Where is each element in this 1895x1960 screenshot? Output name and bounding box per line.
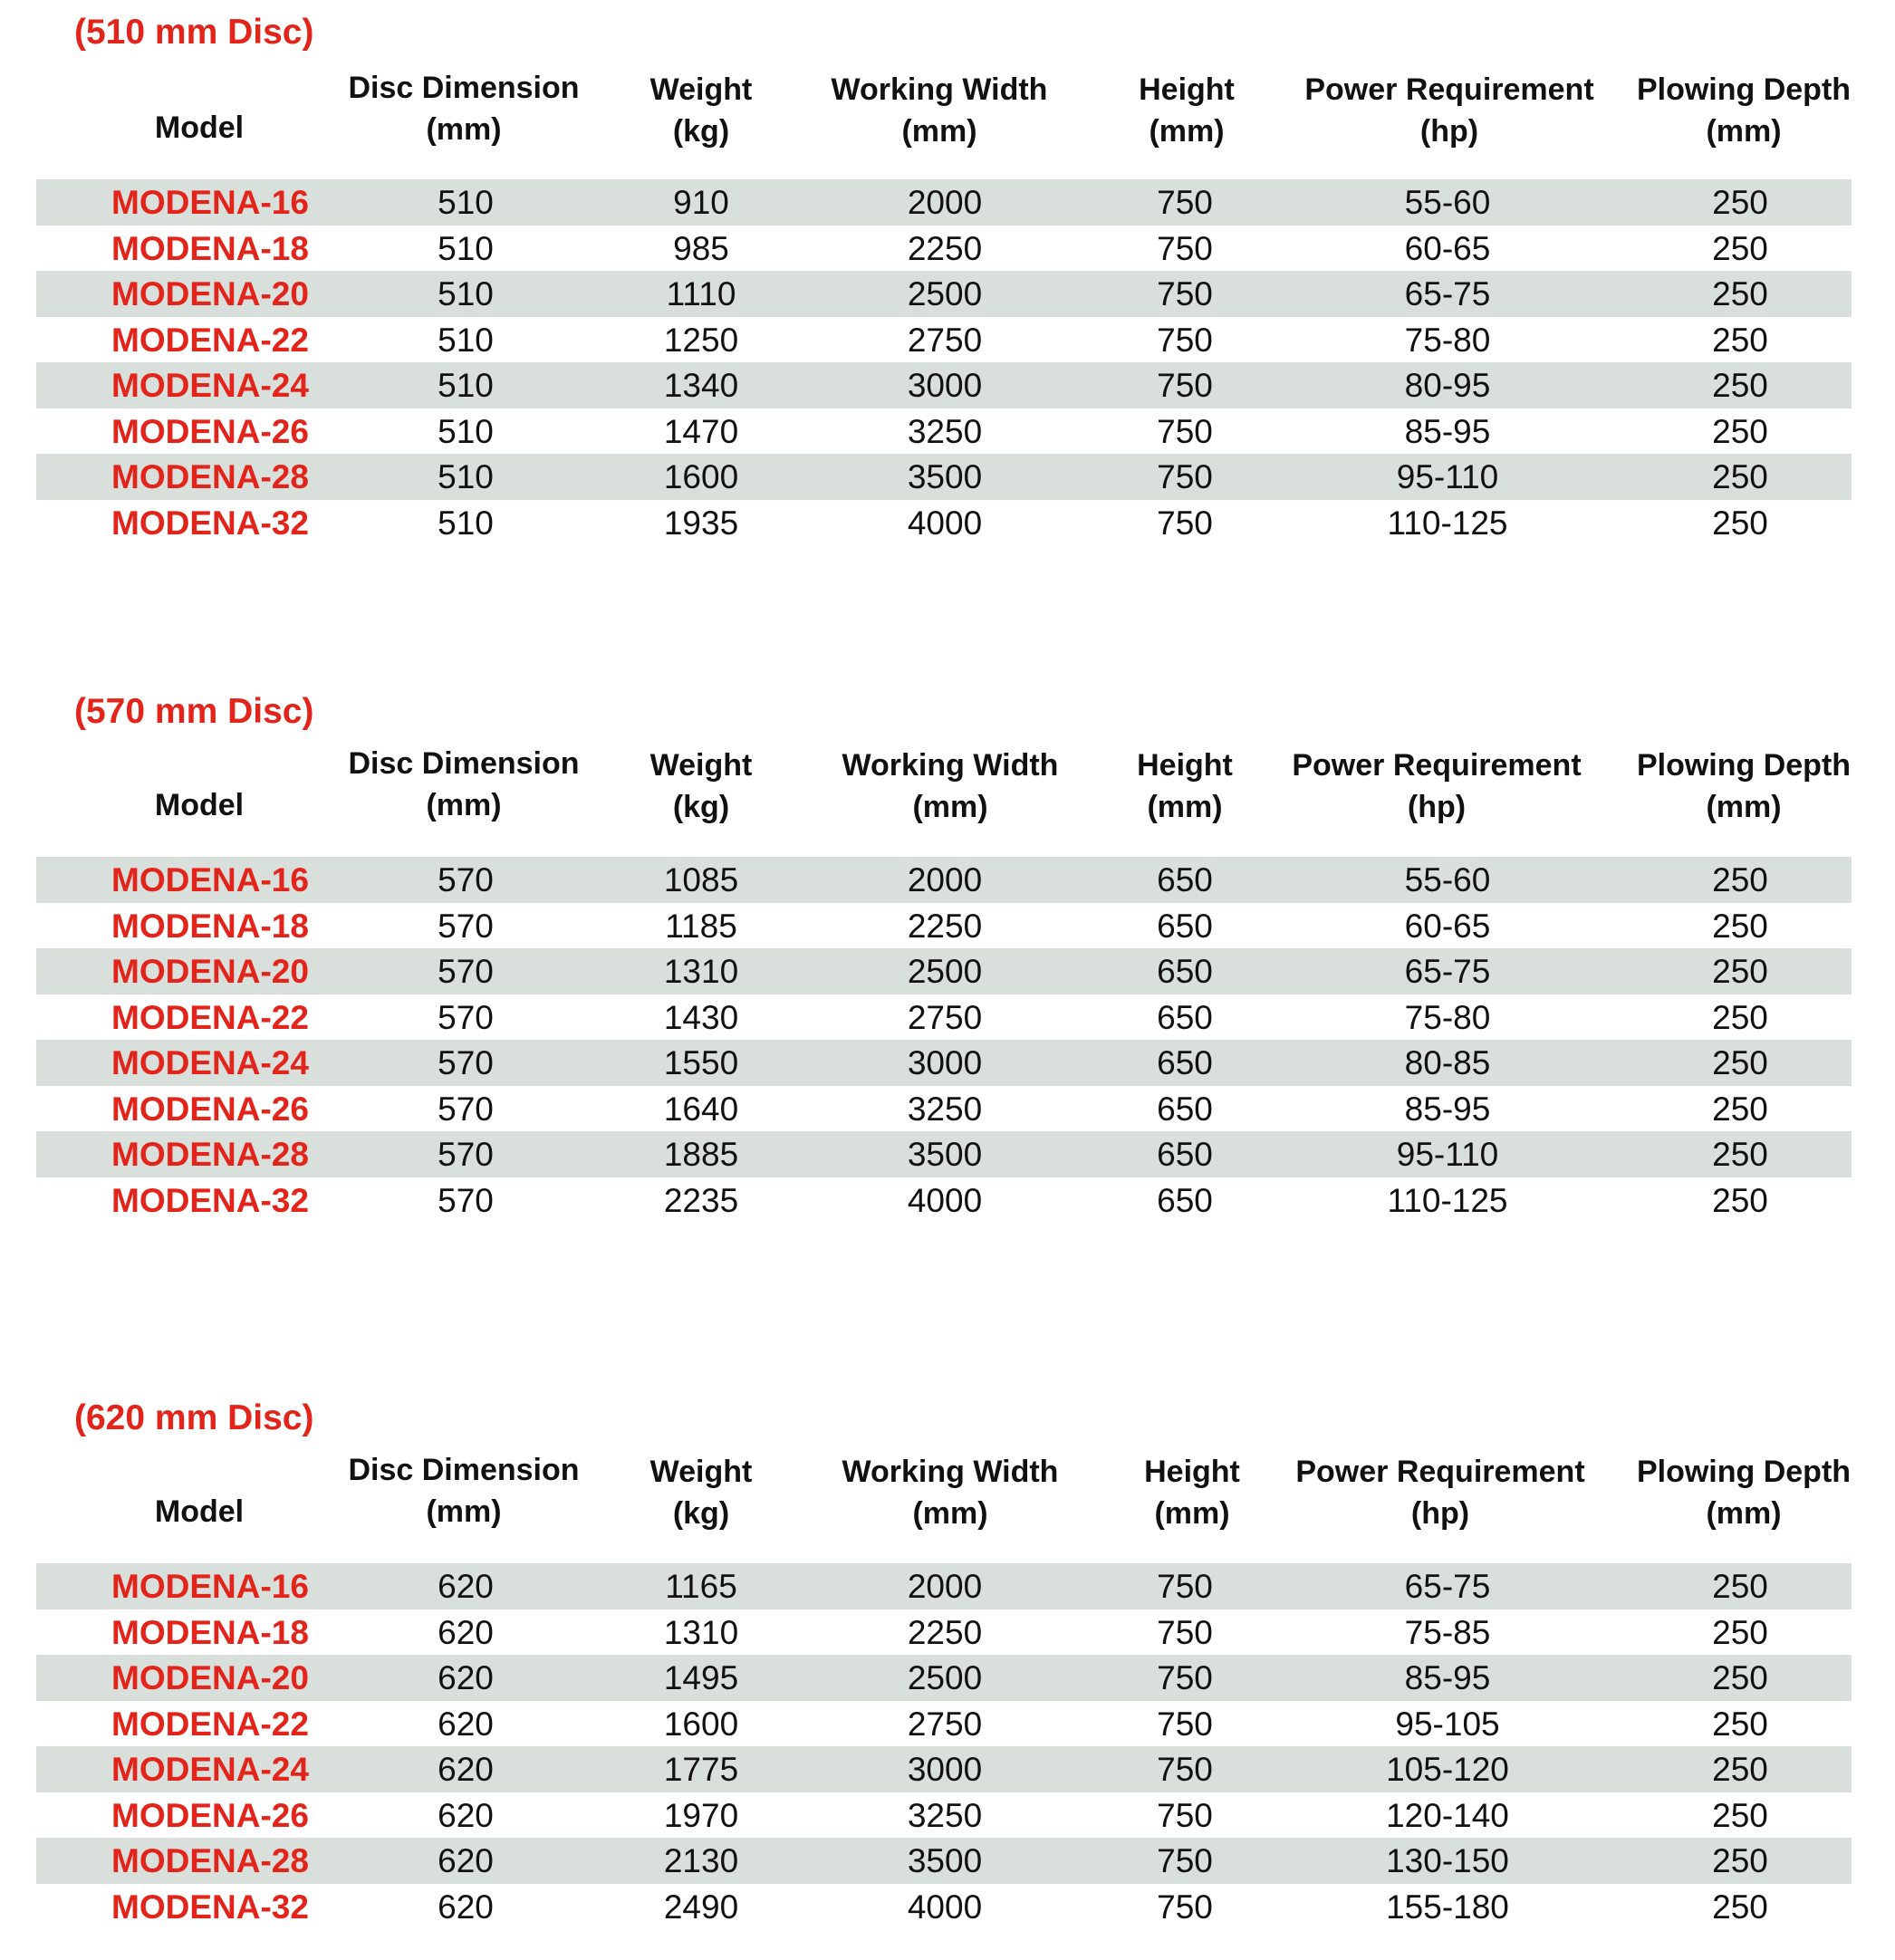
cell-working-width: 2000 bbox=[907, 861, 983, 898]
cell-disc-dimension: 570 bbox=[438, 861, 494, 898]
cell-weight: 1310 bbox=[663, 953, 739, 990]
cell-power-requirement: 55-60 bbox=[1404, 861, 1491, 898]
cell-model: MODENA-32 bbox=[111, 1888, 309, 1926]
cell-power-requirement: 60-65 bbox=[1404, 229, 1491, 267]
cell-height: 650 bbox=[1157, 1136, 1213, 1173]
cell-power-requirement: 95-105 bbox=[1395, 1705, 1500, 1743]
cell-plowing-depth: 250 bbox=[1712, 1659, 1768, 1696]
cell-disc-dimension: 570 bbox=[438, 1181, 494, 1219]
cell-power-requirement: 130-150 bbox=[1386, 1842, 1509, 1879]
cell-disc-dimension: 510 bbox=[438, 504, 494, 542]
cell-plowing-depth: 250 bbox=[1712, 184, 1768, 221]
header-weight: Weight (kg) bbox=[649, 748, 753, 824]
cell-working-width: 4000 bbox=[907, 1888, 983, 1926]
cell-height: 750 bbox=[1157, 504, 1213, 542]
cell-plowing-depth: 250 bbox=[1712, 1568, 1768, 1605]
cell-power-requirement: 65-75 bbox=[1404, 953, 1491, 990]
cell-weight: 1185 bbox=[665, 907, 737, 945]
cell-weight: 2490 bbox=[663, 1888, 739, 1926]
cell-plowing-depth: 250 bbox=[1712, 907, 1768, 945]
cell-height: 750 bbox=[1157, 1796, 1213, 1834]
header-height: Height (mm) bbox=[1139, 72, 1235, 149]
cell-weight: 910 bbox=[673, 184, 729, 221]
cell-weight: 1640 bbox=[663, 1090, 739, 1128]
cell-plowing-depth: 250 bbox=[1712, 321, 1768, 359]
table-row bbox=[36, 994, 1852, 1041]
cell-plowing-depth: 250 bbox=[1712, 458, 1768, 495]
cell-weight: 1430 bbox=[663, 998, 739, 1036]
cell-plowing-depth: 250 bbox=[1712, 1705, 1768, 1743]
cell-height: 750 bbox=[1157, 367, 1213, 404]
cell-plowing-depth: 250 bbox=[1712, 412, 1768, 450]
table-row bbox=[36, 1792, 1852, 1839]
cell-plowing-depth: 250 bbox=[1712, 1090, 1768, 1128]
cell-height: 750 bbox=[1157, 275, 1213, 312]
cell-power-requirement: 75-80 bbox=[1404, 998, 1491, 1036]
header-disc-dimension: Disc Dimension (mm) bbox=[348, 1453, 580, 1529]
cell-model: MODENA-28 bbox=[111, 1136, 309, 1173]
cell-height: 650 bbox=[1157, 953, 1213, 990]
cell-model: MODENA-24 bbox=[111, 1044, 309, 1081]
cell-plowing-depth: 250 bbox=[1712, 504, 1768, 542]
cell-disc-dimension: 620 bbox=[438, 1842, 494, 1879]
cell-model: MODENA-28 bbox=[111, 458, 309, 495]
cell-working-width: 2500 bbox=[907, 1659, 983, 1696]
header-model: Model bbox=[154, 1494, 245, 1529]
cell-height: 750 bbox=[1157, 1751, 1213, 1788]
cell-weight: 2235 bbox=[663, 1181, 739, 1219]
table-body bbox=[36, 1563, 1852, 1929]
cell-plowing-depth: 250 bbox=[1712, 275, 1768, 312]
table-row bbox=[36, 903, 1852, 949]
table-row bbox=[36, 271, 1852, 317]
cell-model: MODENA-22 bbox=[111, 1705, 309, 1743]
cell-working-width: 2500 bbox=[907, 953, 983, 990]
cell-power-requirement: 110-125 bbox=[1387, 1181, 1508, 1219]
cell-disc-dimension: 570 bbox=[438, 953, 494, 990]
cell-power-requirement: 155-180 bbox=[1386, 1888, 1509, 1926]
cell-power-requirement: 95-110 bbox=[1396, 1136, 1499, 1173]
cell-model: MODENA-18 bbox=[111, 907, 309, 945]
table-row bbox=[36, 1655, 1852, 1701]
cell-power-requirement: 75-85 bbox=[1404, 1613, 1491, 1651]
cell-model: MODENA-32 bbox=[111, 1181, 309, 1219]
cell-plowing-depth: 250 bbox=[1712, 1613, 1768, 1651]
cell-weight: 1250 bbox=[663, 321, 739, 359]
table-row bbox=[36, 1746, 1852, 1792]
cell-plowing-depth: 250 bbox=[1712, 998, 1768, 1036]
header-disc-dimension: Disc Dimension (mm) bbox=[348, 71, 580, 147]
cell-disc-dimension: 570 bbox=[438, 1090, 494, 1128]
cell-height: 650 bbox=[1157, 998, 1213, 1036]
cell-model: MODENA-16 bbox=[111, 1568, 309, 1605]
cell-plowing-depth: 250 bbox=[1712, 953, 1768, 990]
cell-height: 650 bbox=[1157, 1090, 1213, 1128]
cell-power-requirement: 95-110 bbox=[1396, 458, 1499, 495]
table-row bbox=[36, 317, 1852, 363]
cell-power-requirement: 60-65 bbox=[1404, 907, 1491, 945]
cell-disc-dimension: 570 bbox=[438, 1044, 494, 1081]
cell-model: MODENA-28 bbox=[111, 1842, 309, 1879]
cell-weight: 1885 bbox=[663, 1136, 739, 1173]
header-plowing-depth: Plowing Depth (mm) bbox=[1636, 1455, 1852, 1531]
header-height: Height (mm) bbox=[1144, 1455, 1240, 1531]
cell-model: MODENA-24 bbox=[111, 367, 309, 404]
cell-height: 750 bbox=[1157, 321, 1213, 359]
cell-working-width: 2750 bbox=[907, 1705, 983, 1743]
cell-weight: 1110 bbox=[666, 275, 736, 312]
cell-weight: 1165 bbox=[665, 1568, 737, 1605]
cell-disc-dimension: 620 bbox=[438, 1888, 494, 1926]
cell-power-requirement: 80-85 bbox=[1404, 1044, 1491, 1081]
cell-working-width: 3250 bbox=[907, 1796, 983, 1834]
cell-model: MODENA-18 bbox=[111, 229, 309, 267]
cell-working-width: 3250 bbox=[907, 412, 983, 450]
cell-model: MODENA-22 bbox=[111, 321, 309, 359]
cell-height: 750 bbox=[1157, 412, 1213, 450]
cell-disc-dimension: 620 bbox=[438, 1659, 494, 1696]
cell-disc-dimension: 620 bbox=[438, 1568, 494, 1605]
cell-height: 750 bbox=[1157, 184, 1213, 221]
cell-working-width: 3250 bbox=[907, 1090, 983, 1128]
cell-working-width: 2250 bbox=[907, 1613, 983, 1651]
cell-weight: 2130 bbox=[663, 1842, 739, 1879]
cell-power-requirement: 85-95 bbox=[1404, 1090, 1491, 1128]
cell-power-requirement: 120-140 bbox=[1386, 1796, 1509, 1834]
section-title: (510 mm Disc) bbox=[74, 13, 314, 52]
cell-disc-dimension: 570 bbox=[438, 907, 494, 945]
cell-disc-dimension: 570 bbox=[438, 1136, 494, 1173]
cell-weight: 1935 bbox=[663, 504, 739, 542]
cell-model: MODENA-26 bbox=[111, 1796, 309, 1834]
header-working-width: Working Width (mm) bbox=[831, 72, 1048, 149]
cell-power-requirement: 65-75 bbox=[1404, 1568, 1491, 1605]
cell-height: 650 bbox=[1157, 1181, 1213, 1219]
cell-weight: 1495 bbox=[663, 1659, 739, 1696]
header-height: Height (mm) bbox=[1137, 748, 1233, 824]
cell-weight: 1310 bbox=[663, 1613, 739, 1651]
cell-working-width: 2500 bbox=[907, 275, 983, 312]
cell-working-width: 2000 bbox=[907, 184, 983, 221]
cell-weight: 1470 bbox=[663, 412, 739, 450]
cell-weight: 985 bbox=[673, 229, 729, 267]
cell-model: MODENA-16 bbox=[111, 861, 309, 898]
table-row bbox=[36, 1884, 1852, 1930]
cell-disc-dimension: 510 bbox=[438, 458, 494, 495]
table-row bbox=[36, 1563, 1852, 1609]
table-row bbox=[36, 1838, 1852, 1884]
cell-working-width: 3000 bbox=[907, 1044, 983, 1081]
cell-disc-dimension: 510 bbox=[438, 321, 494, 359]
cell-working-width: 2750 bbox=[907, 321, 983, 359]
cell-disc-dimension: 510 bbox=[438, 229, 494, 267]
table-row bbox=[36, 857, 1852, 903]
cell-model: MODENA-24 bbox=[111, 1751, 309, 1788]
cell-plowing-depth: 250 bbox=[1712, 1842, 1768, 1879]
header-model: Model bbox=[154, 788, 245, 822]
header-model: Model bbox=[154, 110, 245, 145]
header-power-requirement: Power Requirement (hp) bbox=[1304, 72, 1594, 149]
cell-height: 750 bbox=[1157, 1705, 1213, 1743]
header-plowing-depth: Plowing Depth (mm) bbox=[1636, 72, 1852, 149]
table-row bbox=[36, 1177, 1852, 1224]
cell-model: MODENA-20 bbox=[111, 1659, 309, 1696]
cell-working-width: 2000 bbox=[907, 1568, 983, 1605]
cell-weight: 1600 bbox=[663, 458, 739, 495]
cell-height: 750 bbox=[1157, 1888, 1213, 1926]
cell-weight: 1600 bbox=[663, 1705, 739, 1743]
cell-plowing-depth: 250 bbox=[1712, 861, 1768, 898]
cell-model: MODENA-18 bbox=[111, 1613, 309, 1651]
table-row bbox=[36, 500, 1852, 546]
cell-working-width: 2250 bbox=[907, 229, 983, 267]
cell-model: MODENA-16 bbox=[111, 184, 309, 221]
cell-power-requirement: 110-125 bbox=[1387, 504, 1508, 542]
cell-disc-dimension: 510 bbox=[438, 275, 494, 312]
cell-height: 750 bbox=[1157, 1659, 1213, 1696]
table-row bbox=[36, 1086, 1852, 1132]
cell-model: MODENA-20 bbox=[111, 275, 309, 312]
cell-working-width: 3500 bbox=[907, 1842, 983, 1879]
cell-disc-dimension: 510 bbox=[438, 367, 494, 404]
table-row bbox=[36, 1131, 1852, 1177]
cell-power-requirement: 65-75 bbox=[1404, 275, 1491, 312]
cell-height: 750 bbox=[1157, 1568, 1213, 1605]
table-row bbox=[36, 362, 1852, 408]
cell-power-requirement: 105-120 bbox=[1386, 1751, 1509, 1788]
cell-power-requirement: 80-95 bbox=[1404, 367, 1491, 404]
table-row bbox=[36, 1609, 1852, 1656]
cell-weight: 1340 bbox=[663, 367, 739, 404]
cell-disc-dimension: 570 bbox=[438, 998, 494, 1036]
cell-power-requirement: 85-95 bbox=[1404, 412, 1491, 450]
cell-weight: 1775 bbox=[663, 1751, 739, 1788]
cell-disc-dimension: 620 bbox=[438, 1705, 494, 1743]
cell-height: 750 bbox=[1157, 229, 1213, 267]
cell-working-width: 3500 bbox=[907, 458, 983, 495]
header-power-requirement: Power Requirement (hp) bbox=[1292, 748, 1582, 824]
cell-weight: 1085 bbox=[663, 861, 739, 898]
header-disc-dimension: Disc Dimension (mm) bbox=[348, 746, 580, 822]
header-plowing-depth: Plowing Depth (mm) bbox=[1636, 748, 1852, 824]
cell-height: 750 bbox=[1157, 1842, 1213, 1879]
section-title: (620 mm Disc) bbox=[74, 1398, 314, 1437]
header-working-width: Working Width (mm) bbox=[842, 1455, 1059, 1531]
cell-model: MODENA-22 bbox=[111, 998, 309, 1036]
cell-height: 650 bbox=[1157, 1044, 1213, 1081]
cell-disc-dimension: 620 bbox=[438, 1613, 494, 1651]
cell-working-width: 3000 bbox=[907, 367, 983, 404]
cell-power-requirement: 55-60 bbox=[1404, 184, 1491, 221]
cell-working-width: 3500 bbox=[907, 1136, 983, 1173]
cell-working-width: 4000 bbox=[907, 1181, 983, 1219]
table-body bbox=[36, 179, 1852, 545]
cell-height: 650 bbox=[1157, 861, 1213, 898]
cell-plowing-depth: 250 bbox=[1712, 367, 1768, 404]
cell-weight: 1970 bbox=[663, 1796, 739, 1834]
cell-working-width: 4000 bbox=[907, 504, 983, 542]
cell-working-width: 2250 bbox=[907, 907, 983, 945]
table-row bbox=[36, 408, 1852, 455]
cell-working-width: 3000 bbox=[907, 1751, 983, 1788]
table-row bbox=[36, 454, 1852, 500]
section-title: (570 mm Disc) bbox=[74, 692, 314, 731]
table-row bbox=[36, 948, 1852, 994]
cell-plowing-depth: 250 bbox=[1712, 1181, 1768, 1219]
cell-disc-dimension: 620 bbox=[438, 1796, 494, 1834]
cell-power-requirement: 75-80 bbox=[1404, 321, 1491, 359]
cell-height: 750 bbox=[1157, 458, 1213, 495]
cell-model: MODENA-20 bbox=[111, 953, 309, 990]
header-power-requirement: Power Requirement (hp) bbox=[1295, 1455, 1585, 1531]
cell-plowing-depth: 250 bbox=[1712, 229, 1768, 267]
cell-model: MODENA-32 bbox=[111, 504, 309, 542]
cell-model: MODENA-26 bbox=[111, 1090, 309, 1128]
header-weight: Weight (kg) bbox=[649, 72, 753, 149]
cell-power-requirement: 85-95 bbox=[1404, 1659, 1491, 1696]
cell-plowing-depth: 250 bbox=[1712, 1888, 1768, 1926]
table-row bbox=[36, 226, 1852, 272]
cell-plowing-depth: 250 bbox=[1712, 1044, 1768, 1081]
cell-weight: 1550 bbox=[663, 1044, 739, 1081]
header-weight: Weight (kg) bbox=[649, 1455, 753, 1531]
table-body bbox=[36, 857, 1852, 1223]
cell-disc-dimension: 620 bbox=[438, 1751, 494, 1788]
cell-height: 650 bbox=[1157, 907, 1213, 945]
header-working-width: Working Width (mm) bbox=[842, 748, 1059, 824]
table-row bbox=[36, 1040, 1852, 1086]
cell-height: 750 bbox=[1157, 1613, 1213, 1651]
cell-plowing-depth: 250 bbox=[1712, 1751, 1768, 1788]
table-row bbox=[36, 179, 1852, 226]
cell-plowing-depth: 250 bbox=[1712, 1796, 1768, 1834]
cell-plowing-depth: 250 bbox=[1712, 1136, 1768, 1173]
cell-model: MODENA-26 bbox=[111, 412, 309, 450]
cell-disc-dimension: 510 bbox=[438, 184, 494, 221]
cell-working-width: 2750 bbox=[907, 998, 983, 1036]
table-row bbox=[36, 1701, 1852, 1747]
cell-disc-dimension: 510 bbox=[438, 412, 494, 450]
